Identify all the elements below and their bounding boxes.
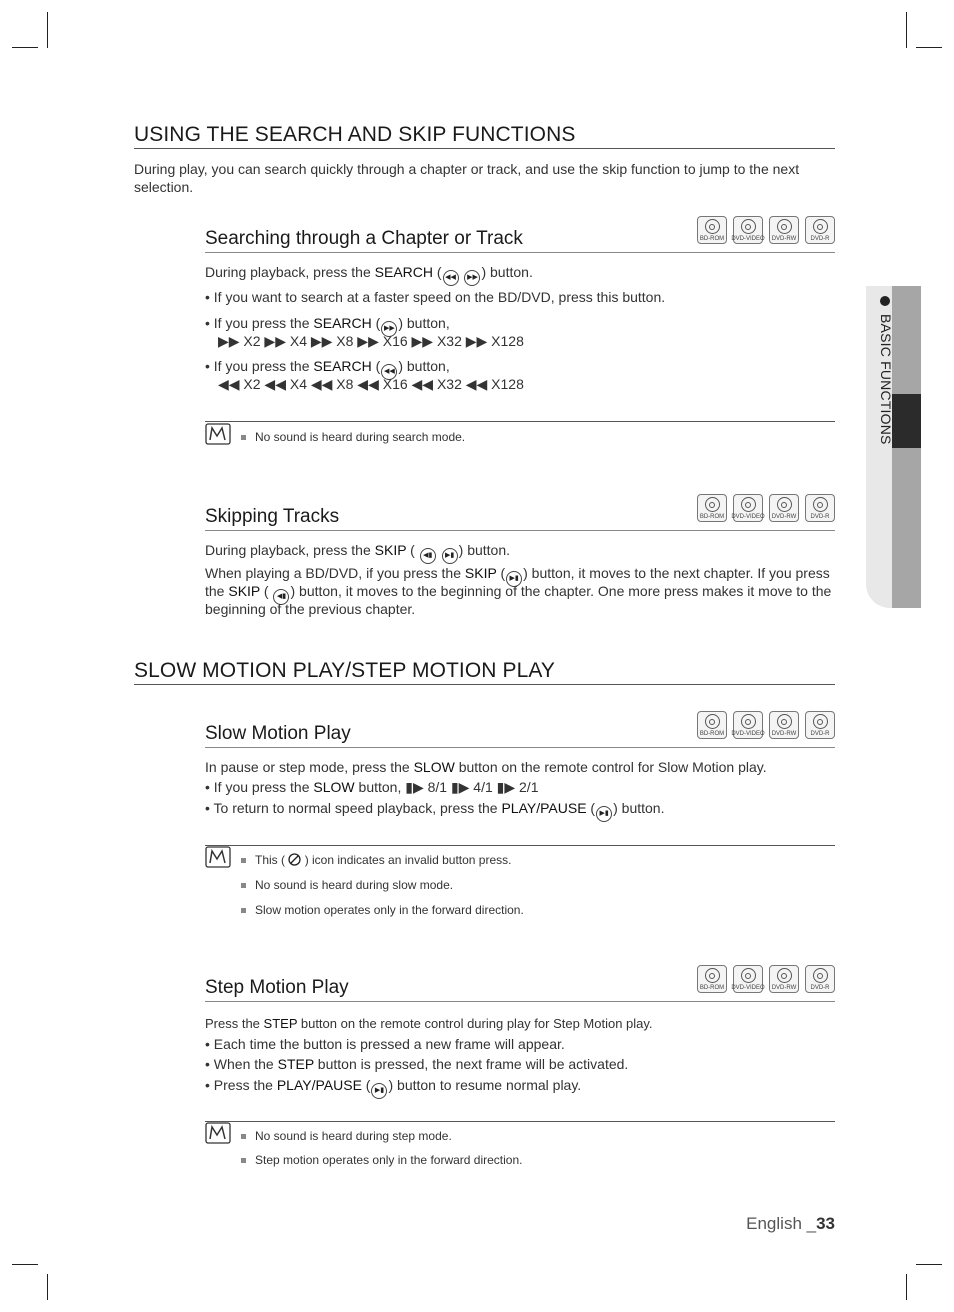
skip-back-icon: ◀▮ (420, 548, 436, 564)
slow-heading-text: Slow Motion Play (205, 723, 351, 744)
skip-forward-icon: ▶▮ (442, 548, 458, 564)
disc-label: DVD-R (810, 514, 830, 520)
search-line1: During playback, press the SEARCH ( ◀◀ ▶▶ ) button. (205, 263, 533, 286)
disc-label: BD-ROM (699, 236, 725, 242)
crop-mark (12, 1264, 38, 1265)
note-item: No sound is heard during search mode. (241, 430, 465, 444)
disc-label: DVD-R (810, 236, 830, 242)
search-forward-icon: ▶▶ (464, 270, 480, 286)
note-divider (205, 845, 835, 846)
search-forward-icon: ▶▶ (381, 321, 397, 337)
slow-line1: In pause or step mode, press the SLOW button on the remote control for Slow Motion play. (205, 759, 767, 775)
disc-label: DVD-RW (771, 985, 797, 991)
skip-line2c: beginning of the previous chapter. (205, 601, 416, 617)
search-bullet3: • If you press the SEARCH ( ◀◀ ) button, (205, 357, 450, 380)
bd-rom-disc-icon (697, 494, 727, 522)
bd-rom-disc-icon (697, 711, 727, 739)
skip-line2b: the SKIP ( ◀▮ ) button, it moves to the beginning of the chapter. One more press makes it move to the (205, 582, 831, 605)
note-item: This ( ) icon indicates an invalid button press. (241, 853, 511, 867)
slow-heading (205, 722, 835, 748)
disc-label: DVD-RW (771, 514, 797, 520)
play-pause-icon: ▶▮ (371, 1083, 387, 1099)
dvd-rw-disc-icon (769, 711, 799, 739)
disc-label: BD-ROM (699, 514, 725, 520)
section-title-slow-step: SLOW MOTION PLAY/STEP MOTION PLAY (134, 659, 835, 685)
note-item: Slow motion operates only in the forward direction. (241, 903, 524, 917)
disc-label: BD-ROM (699, 731, 725, 737)
search-bullet2: • If you press the SEARCH ( ▶▶ ) button, (205, 314, 450, 337)
disc-label: DVD-VIDEO (731, 514, 765, 520)
crop-mark (47, 1274, 48, 1300)
disc-compat-icons (697, 216, 835, 244)
page-number: 33 (816, 1214, 835, 1233)
side-tab-text: BASIC FUNCTIONS (878, 314, 894, 445)
slow-bullet2: • To return to normal speed playback, press the PLAY/PAUSE ( ▶▮ ) button. (205, 799, 664, 822)
crop-mark (916, 47, 942, 48)
disc-label: DVD-RW (771, 236, 797, 242)
dvd-video-disc-icon (733, 216, 763, 244)
search-back-icon: ◀◀ (443, 270, 459, 286)
search-forward-sequence: ▶▶ X2 ▶▶ X4 ▶▶ X8 ▶▶ X16 ▶▶ X32 ▶▶ X128 (218, 333, 524, 349)
skip-heading (205, 505, 835, 531)
note-divider (205, 1121, 835, 1122)
side-tab-marker (892, 394, 921, 448)
skip-forward-icon: ▶▮ (506, 571, 522, 587)
disc-label: DVD-VIDEO (731, 985, 765, 991)
page-footer (746, 1214, 835, 1234)
dvd-r-disc-icon (805, 216, 835, 244)
disc-compat-icons (697, 494, 835, 522)
dvd-rw-disc-icon (769, 965, 799, 993)
footer-language: English _ (746, 1214, 817, 1233)
note-divider (205, 421, 835, 422)
disc-label: DVD-RW (771, 731, 797, 737)
disc-label: DVD-R (810, 985, 830, 991)
note-icon (205, 846, 231, 868)
disc-label: BD-ROM (699, 985, 725, 991)
crop-mark (906, 12, 907, 48)
note-icon (205, 1122, 231, 1144)
step-bullet1: • Each time the button is pressed a new frame will appear. (205, 1036, 565, 1052)
invalid-icon (288, 853, 301, 866)
search-back-icon: ◀◀ (381, 364, 397, 380)
disc-compat-icons (697, 965, 835, 993)
disc-label: DVD-VIDEO (731, 731, 765, 737)
crop-mark (12, 47, 38, 48)
bd-rom-disc-icon (697, 216, 727, 244)
note-item: No sound is heard during step mode. (241, 1129, 452, 1143)
dvd-rw-disc-icon (769, 494, 799, 522)
step-heading-text: Step Motion Play (205, 977, 349, 998)
dvd-rw-disc-icon (769, 216, 799, 244)
skip-heading-text: Skipping Tracks (205, 506, 340, 527)
dvd-video-disc-icon (733, 711, 763, 739)
note-item: Step motion operates only in the forward direction. (241, 1153, 522, 1167)
play-pause-icon: ▶▮ (596, 806, 612, 822)
skip-line1: During playback, press the SKIP ( ◀▮ ▶▮ ) button. (205, 541, 510, 564)
dvd-r-disc-icon (805, 965, 835, 993)
search-heading (205, 227, 835, 253)
dvd-video-disc-icon (733, 965, 763, 993)
note-item: No sound is heard during slow mode. (241, 878, 453, 892)
disc-label: DVD-VIDEO (731, 236, 765, 242)
dvd-r-disc-icon (805, 494, 835, 522)
side-tab-label (878, 296, 894, 445)
crop-mark (916, 1264, 942, 1265)
search-heading-text: Searching through a Chapter or Track (205, 228, 523, 249)
skip-line2a: When playing a BD/DVD, if you press the SKIP ( ▶▮ ) button, it moves to the next chapter. If you press (205, 564, 830, 587)
step-bullet3: • Press the PLAY/PAUSE ( ▶▮ ) button to resume normal play. (205, 1076, 581, 1099)
search-reverse-sequence: ◀◀ X2 ◀◀ X4 ◀◀ X8 ◀◀ X16 ◀◀ X32 ◀◀ X128 (218, 376, 524, 392)
crop-mark (906, 1274, 907, 1300)
step-bullet2: • When the STEP button is pressed, the next frame will be activated. (205, 1056, 629, 1072)
slow-bullet1: • If you press the SLOW button, ▮▶ 8/1 ▮▶ 4/1 ▮▶ 2/1 (205, 779, 539, 795)
dvd-video-disc-icon (733, 494, 763, 522)
step-heading (205, 976, 835, 1002)
note-icon (205, 423, 231, 445)
skip-back-icon: ◀▮ (273, 589, 289, 605)
bd-rom-disc-icon (697, 965, 727, 993)
crop-mark (47, 12, 48, 48)
section-intro: During play, you can search quickly through a chapter or track, and use the skip function to jump to the next selection. (134, 161, 800, 195)
step-line1: Press the STEP button on the remote control during play for Step Motion play. (205, 1016, 653, 1031)
dvd-r-disc-icon (805, 711, 835, 739)
section-title-search-skip: USING THE SEARCH AND SKIP FUNCTIONS (134, 123, 835, 149)
disc-compat-icons (697, 711, 835, 739)
bullet-dot-icon (880, 296, 890, 306)
search-bullet1: • If you want to search at a faster speed on the BD/DVD, press this button. (205, 289, 666, 305)
disc-label: DVD-R (810, 731, 830, 737)
